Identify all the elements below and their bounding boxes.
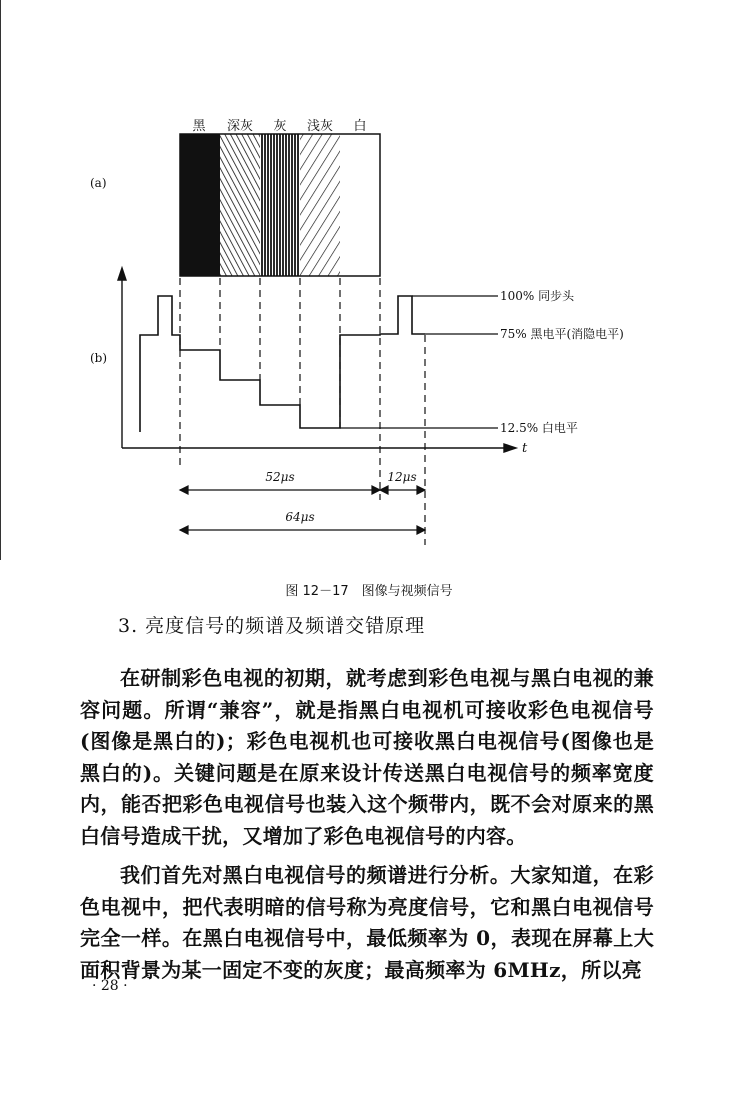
- level-markers: [340, 296, 498, 428]
- bar-label-light-gray: 浅灰: [306, 119, 334, 134]
- bar-gray: [260, 134, 300, 276]
- page-number: · 28 ·: [92, 978, 128, 994]
- bar-label-gray: 灰: [273, 119, 287, 134]
- black-level-label: 75% 黑电平(消隐电平): [500, 327, 624, 341]
- bar-dark-gray: [220, 134, 260, 276]
- bar-label-black: 黑: [192, 119, 206, 134]
- part-a-label: (a): [90, 176, 107, 190]
- gray-bars: [180, 134, 380, 276]
- part-b-label: (b): [90, 351, 108, 365]
- active-line-duration: 52μs: [265, 470, 295, 484]
- white-level-label: 12.5% 白电平: [500, 421, 578, 435]
- blanking-duration: 12μs: [387, 470, 417, 484]
- paragraph-compatibility: 在研制彩色电视的初期，就考虑到彩色电视与黑白电视的兼容问题。所谓“兼容”，就是指黑白电视机可接收彩色电视信号(图像是黑白的)；彩色电视机也可接收黑白电视信号(图像也是黑白的)。关键问题是在原来设计传送黑白电视信号的频率宽度内，能否把彩色电视信号也装入这个频带内，既不会对原来的黑白信号造成干扰，又增加了彩色电视信号的内容。: [80, 666, 654, 848]
- bar-labels: [192, 118, 366, 134]
- figure-caption: 图 12－17 图像与视频信号: [285, 584, 453, 599]
- bar-label-dark-gray: 深灰: [226, 119, 254, 134]
- dashed-guides: [180, 278, 425, 545]
- bar-black: [180, 134, 220, 276]
- bar-white: [340, 134, 380, 276]
- section-heading: 3. 亮度信号的频谱及频谱交错原理: [118, 615, 426, 637]
- bar-light-gray: [300, 134, 340, 276]
- video-signal-waveform: [140, 296, 425, 432]
- total-line-duration: 64μs: [285, 510, 315, 524]
- time-axis-label: t: [522, 441, 528, 456]
- vertical-axis-arrow: [118, 268, 126, 280]
- sync-tip-label: 100% 同步头: [500, 289, 575, 303]
- time-axis-arrow: [504, 444, 516, 452]
- paragraph-luminance-spectrum: 我们首先对黑白电视信号的频谱进行分析。大家知道，在彩色电视中，把代表明暗的信号称为亮度信号，它和黑白电视信号完全一样。在黑白电视信号中，最低频率为 0，表现在屏幕上大面积背景为某一固定不变的灰度；最高频率为 6MHz，所以亮: [80, 863, 654, 982]
- bar-label-white: 白: [353, 119, 367, 134]
